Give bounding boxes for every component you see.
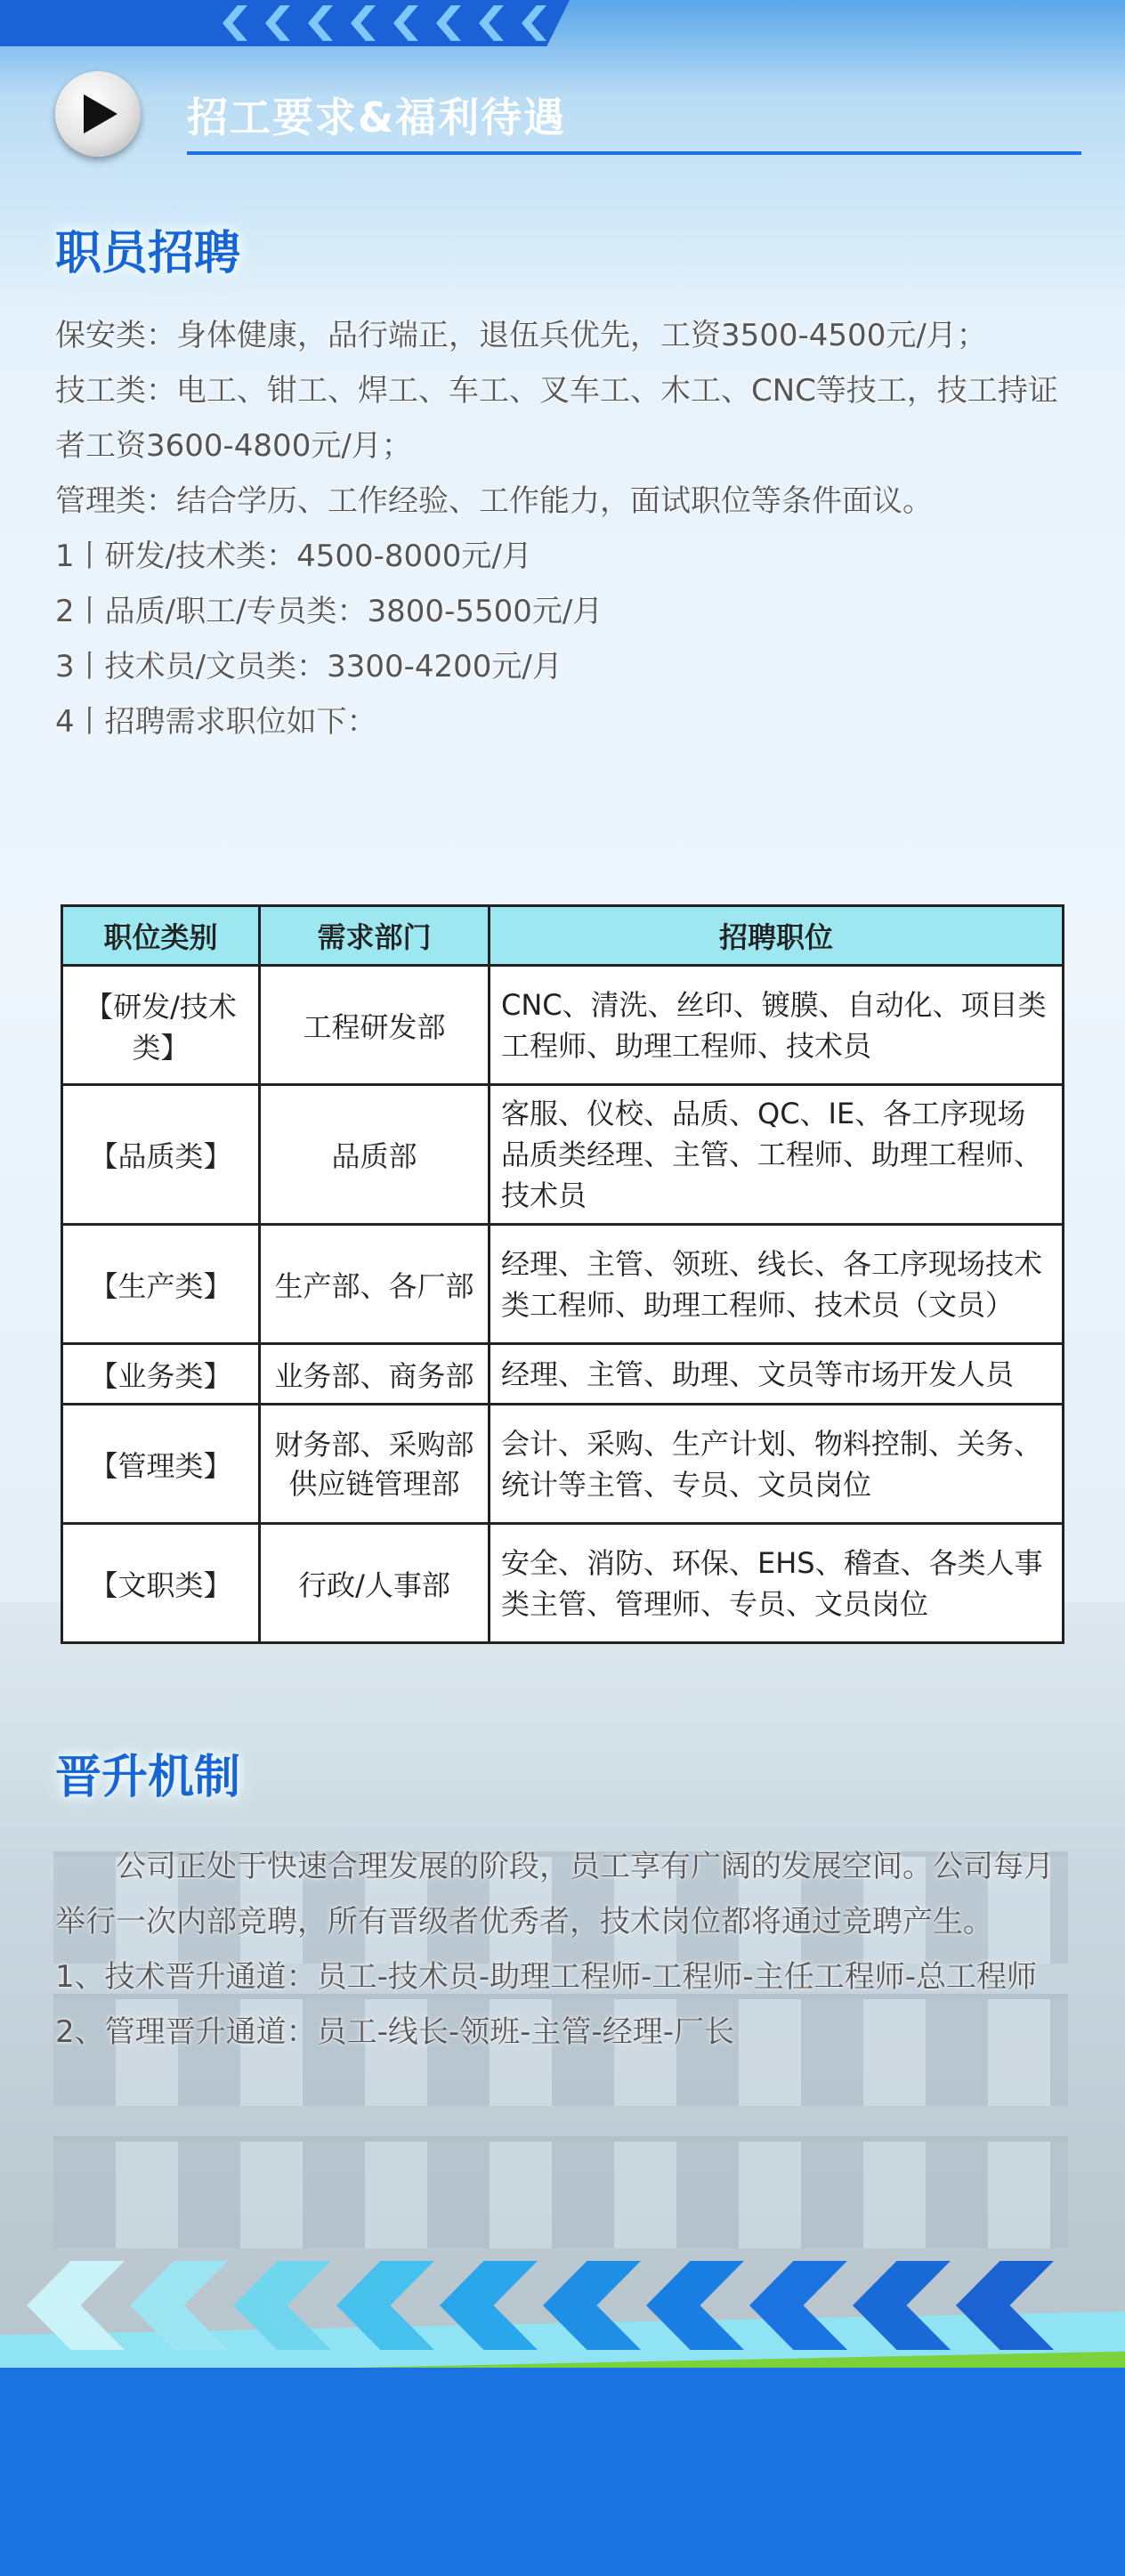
positions-cell: 经理、主管、领班、线长、各工序现场技术类工程师、助理工程师、技术员（文员） (490, 1225, 1064, 1344)
play-button[interactable] (55, 71, 141, 157)
table-row (62, 966, 1064, 1085)
positions-cell: 安全、消防、环保、EHS、稽查、各类人事类主管、管理师、专员、文员岗位 (490, 1524, 1064, 1643)
column-header: 招聘职位 (490, 906, 1064, 966)
dept-cell: 生产部、各厂部 (260, 1225, 490, 1344)
column-header: 需求部门 (260, 906, 490, 966)
chevron-left-icon (543, 2261, 641, 2350)
dept-cell: 财务部、采购部 供应链管理部 (260, 1405, 490, 1524)
dept-cell: 行政/人事部 (260, 1524, 490, 1643)
chevron-left-icon (27, 2261, 125, 2350)
category-cell: 【品质类】 (62, 1085, 260, 1225)
recruit-line: 保安类：身体健康，品行端正，退伍兵优先，工资3500-4500元/月； (55, 318, 987, 353)
column-header: 职位类别 (62, 906, 260, 966)
table-row (62, 1405, 1064, 1524)
chevron-left-icon (436, 5, 461, 41)
dept-cell: 工程研发部 (260, 966, 490, 1085)
chevron-left-icon (336, 2261, 434, 2350)
positions-cell: 经理、主管、助理、文员等市场开发人员 (490, 1344, 1064, 1405)
promotion-text (55, 1839, 1070, 2060)
chevron-left-icon (233, 2261, 331, 2350)
recruit-text (55, 308, 1070, 749)
positions-cell: 客服、仪校、品质、QC、IE、各工序现场品质类经理、主管、工程师、助理工程师、技术员 (490, 1085, 1064, 1225)
table-row (62, 1524, 1064, 1643)
page-title: 招工要求&福利待遇 (187, 93, 567, 142)
bottom-chevrons (27, 2261, 1077, 2359)
chevron-left-icon (646, 2261, 744, 2350)
recruit-line: 4丨招聘需求职位如下： (55, 704, 377, 740)
building-window-row (53, 2136, 1068, 2248)
section-title-promotion: 晋升机制 (55, 1751, 241, 1804)
section-title-recruit: 职员招聘 (55, 227, 241, 280)
promotion-line: 2、管理晋升通道：员工-线长-领班-主管-经理-厂长 (55, 2014, 734, 2050)
chevron-left-icon (130, 2261, 228, 2350)
chevron-left-icon (522, 5, 546, 41)
positions-cell: 会计、采购、生产计划、物料控制、关务、统计等主管、专员、文员岗位 (490, 1405, 1064, 1524)
table-row (62, 1344, 1064, 1405)
category-cell: 【研发/技术类】 (62, 966, 260, 1085)
decor-stripe-blue (0, 2368, 1125, 2576)
jobs-table (61, 904, 1064, 1644)
chevron-left-icon (223, 5, 247, 41)
chevron-left-icon (393, 5, 418, 41)
chevron-left-icon (265, 5, 290, 41)
play-icon (78, 91, 121, 137)
category-cell: 【管理类】 (62, 1405, 260, 1524)
table-row (62, 1085, 1064, 1225)
chevron-left-icon (440, 2261, 538, 2350)
recruit-line: 3丨技术员/文员类：3300-4200元/月 (55, 649, 562, 685)
top-chevron-band (0, 0, 570, 46)
chevron-left-icon (308, 5, 333, 41)
category-cell: 【文职类】 (62, 1524, 260, 1643)
header-divider (187, 151, 1081, 155)
recruit-line: 1丨研发/技术类：4500-8000元/月 (55, 539, 532, 574)
category-cell: 【业务类】 (62, 1344, 260, 1405)
chevron-left-icon (351, 5, 376, 41)
chevron-left-icon (956, 2261, 1054, 2350)
recruit-line: 管理类：结合学历、工作经验、工作能力，面试职位等条件面议。 (55, 483, 933, 519)
dept-cell: 业务部、商务部 (260, 1344, 490, 1405)
recruit-line: 技工类：电工、钳工、焊工、车工、叉车工、木工、CNC等技工，技工持证者工资3600-4800元/月； (55, 373, 1058, 464)
dept-cell: 品质部 (260, 1085, 490, 1225)
chevron-left-icon (749, 2261, 847, 2350)
chevron-left-icon (853, 2261, 951, 2350)
table-header-row (62, 906, 1064, 966)
table-row (62, 1225, 1064, 1344)
chevron-left-icon (479, 5, 504, 41)
category-cell: 【生产类】 (62, 1225, 260, 1344)
promotion-line: 公司正处于快速合理发展的阶段，员工享有广阔的发展空间。公司每月举行一次内部竞聘，所有晋级者优秀者，技术岗位都将通过竞聘产生。 (55, 1849, 1054, 1940)
positions-cell: CNC、清洗、丝印、镀膜、自动化、项目类工程师、助理工程师、技术员 (490, 966, 1064, 1085)
promotion-line: 1、技术晋升通道：员工-技术员-助理工程师-工程师-主任工程师-总工程师 (55, 1959, 1037, 1995)
recruit-line: 2丨品质/职工/专员类：3800-5500元/月 (55, 594, 603, 629)
